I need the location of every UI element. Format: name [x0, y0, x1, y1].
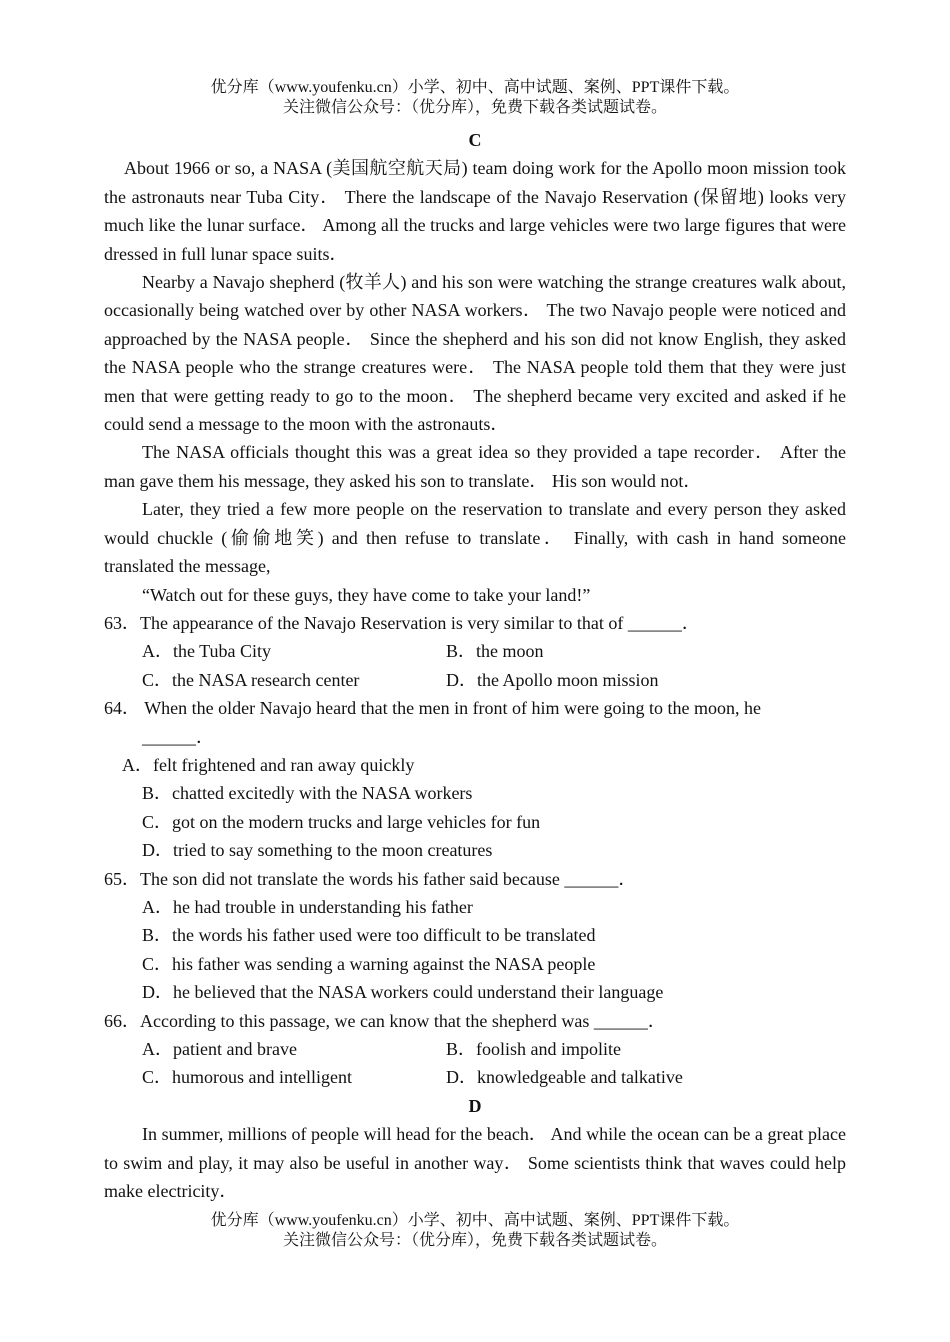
question-63-number: 63．	[104, 612, 140, 633]
question-64-option-a[interactable]: A．felt frightened and ran away quickly	[122, 754, 415, 775]
section-c-title: C	[468, 130, 482, 150]
question-66-option-a[interactable]: A．patient and brave	[142, 1039, 297, 1059]
question-66-options-row-1	[104, 1035, 846, 1063]
question-66-number: 66．	[104, 1010, 140, 1031]
question-64-stem: When the older Navajo heard that the men in front of him were going to the moon, he	[144, 698, 762, 719]
question-65-option-a[interactable]: A．he had trouble in understanding his father	[142, 896, 473, 917]
question-63-option-b[interactable]: B．the moon	[446, 641, 544, 662]
question-64-option-b[interactable]: B．chatted excitedly with the NASA workers	[142, 783, 473, 804]
question-63-stem: The appearance of the Navajo Reservation is very similar to that of ______．	[140, 612, 700, 633]
section-d-title: D	[468, 1095, 482, 1116]
question-65-option-d[interactable]: D．he believed that the NASA workers could understand their language	[142, 982, 664, 1003]
page-footer-line-2: 关注微信公众号：（优分库），免费下载各类试题试卷。	[282, 1232, 667, 1249]
page-footer-line-1: 优分库（www.youfenku.cn）小学、初中、高中试题、案例、PPT课件下载。	[210, 1212, 740, 1229]
question-63-option-a[interactable]: A．the Tuba City	[142, 641, 272, 662]
question-63-option-d[interactable]: D．the Apollo moon mission	[446, 669, 659, 690]
page-header-line-2: 关注微信公众号：（优分库），免费下载各类试题试卷。	[282, 99, 667, 116]
question-63-option-c[interactable]: C．the NASA research center	[142, 669, 360, 690]
question-66-option-d[interactable]: D．knowledgeable and talkative	[446, 1067, 683, 1088]
question-63-options-row-1	[104, 637, 846, 665]
question-64	[104, 694, 846, 722]
passage-c-paragraph-4: Later, they tried a few more people on the reservation to translate and every person they asked would chuckle (偷偷地笑) and then refuse to translate． Finally, with cash in hand someone translated the message,	[104, 499, 846, 577]
question-64-option-d[interactable]: D．tried to say something to the moon creatures	[142, 840, 493, 861]
question-63-options-row-2	[104, 666, 846, 694]
question-65-option-b[interactable]: B．the words his father used were too difficult to be translated	[142, 925, 596, 946]
question-66-options-row-2	[104, 1063, 846, 1091]
question-63	[104, 609, 846, 637]
question-66-stem: According to this passage, we can know that the shepherd was ______．	[140, 1010, 666, 1031]
passage-c-paragraph-1: About 1966 or so, a NASA (美国航空航天局) team doing work for the Apollo moon mission took the astronauts near Tuba City． There the landscape of the Navajo Reservation (保留地) looks very much like the lunar surface． Among all the trucks and large vehicles were two large figures that were dressed in full lunar space suits．	[104, 158, 846, 264]
question-66	[104, 1007, 846, 1035]
page-header-line-1: 优分库（www.youfenku.cn）小学、初中、高中试题、案例、PPT课件下载。	[210, 79, 740, 96]
question-65-stem: The son did not translate the words his father said because ______．	[140, 868, 637, 889]
question-66-option-c[interactable]: C．humorous and intelligent	[142, 1067, 352, 1088]
question-66-option-b[interactable]: B．foolish and impolite	[446, 1039, 621, 1059]
question-64-option-c[interactable]: C．got on the modern trucks and large vehicles for fun	[142, 811, 541, 832]
question-65-option-c[interactable]: C．his father was sending a warning against the NASA people	[142, 953, 596, 974]
question-65	[104, 865, 846, 893]
question-64-number: 64．	[104, 698, 140, 719]
passage-c-paragraph-2: Nearby a Navajo shepherd (牧羊人) and his son were watching the strange creatures walk about, occasionally being watched over by other NASA workers． The two Navajo people were noticed and approached by the NASA people． Since the shepherd and his son did not know English, they asked the NASA people who the strange creatures were． The NASA people told them that they were just men that were getting ready to go to the moon． The shepherd became very excited and asked if he could send a message to the moon with the astronauts．	[104, 272, 846, 435]
passage-d-paragraph-1: In summer, millions of people will head for the beach． And while the ocean can be a great place to swim and play, it may also be useful in another way． Some scientists think that waves could help make electricity．	[104, 1124, 846, 1202]
passage-c-paragraph-3: The NASA officials thought this was a great idea so they provided a tape recorder． After the man gave them his message, they asked his son to translate． His son would not．	[104, 442, 846, 491]
question-64-stem-continuation: ______．	[142, 726, 214, 747]
passage-c-quote: “Watch out for these guys, they have come to take your land!”	[142, 584, 591, 605]
question-65-number: 65．	[104, 868, 140, 889]
document-body	[104, 126, 846, 1205]
